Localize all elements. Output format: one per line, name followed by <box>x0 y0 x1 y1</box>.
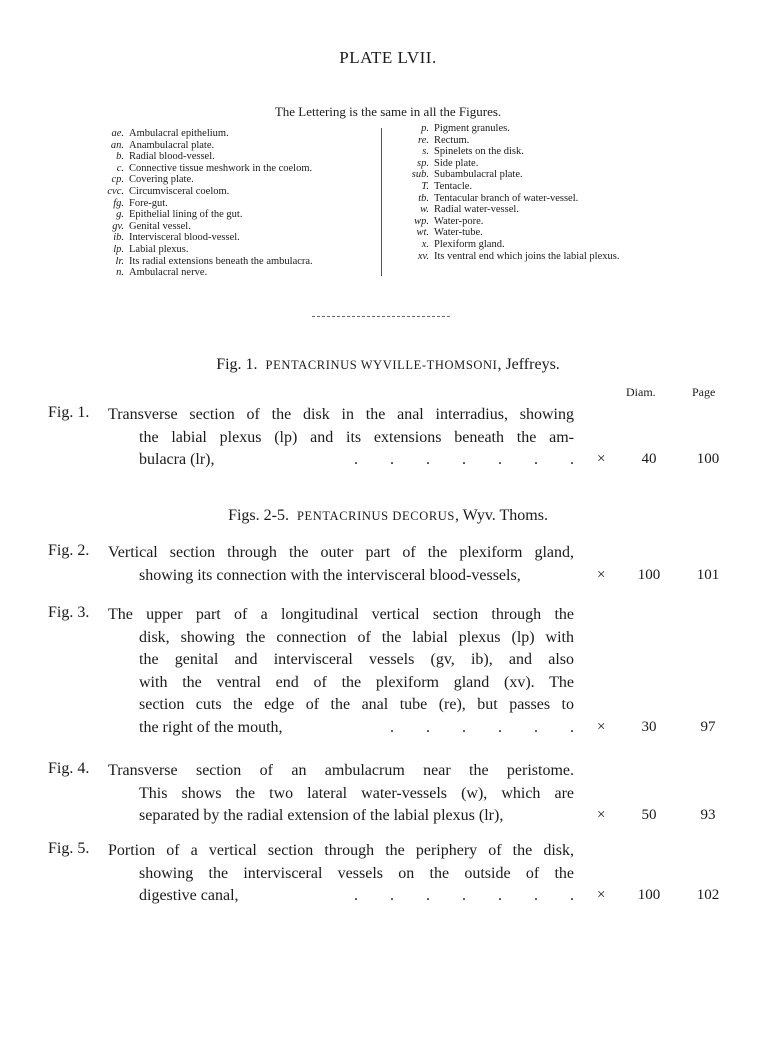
figure-caption-line: the right of the mouth, <box>139 718 283 736</box>
section-separator <box>312 316 450 317</box>
diameter-value: 100 <box>637 887 661 903</box>
legend-entry <box>100 256 313 268</box>
figure-caption-line: section cuts the edge of the anal tube (re), but passes to <box>139 696 574 713</box>
figure-caption-line: bulacra (lr), <box>139 451 215 468</box>
diameter-value: 50 <box>641 807 657 823</box>
legend-description: Intervisceral blood-vessel. <box>129 232 240 244</box>
magnification-sign: × <box>597 718 606 735</box>
legend-abbreviation: tb. <box>418 192 429 204</box>
legend-entry <box>100 140 313 152</box>
section-heading-fig1 <box>0 356 776 374</box>
figure-caption-line: showing its connection with the intervisceral blood-vessels, <box>139 566 521 584</box>
column-header-diam: Diam. <box>626 385 656 399</box>
figure-caption-line: the labial plexus (lp) and its extensions beneath the am- <box>139 428 574 446</box>
legend-left-column <box>100 128 313 279</box>
legend-description: Anambulacral plate. <box>129 139 215 151</box>
legend-entry <box>100 128 313 140</box>
legend-entry <box>100 198 313 210</box>
legend-description: Radial water-vessel. <box>434 204 519 216</box>
legend-abbreviation: c. <box>116 162 124 174</box>
legend-description: Its radial extensions beneath the ambulacra. <box>129 255 313 267</box>
legend-entry <box>405 146 619 158</box>
legend-abbreviation: lp. <box>113 243 124 255</box>
species-name: PENTACRINUS WYVILLE-THOMSONI <box>265 358 498 372</box>
legend-abbreviation: x. <box>421 238 429 250</box>
lettering-heading: The Lettering is the same in all the Figures. <box>274 104 502 119</box>
legend-description: Ambulacral epithelium. <box>129 128 229 139</box>
legend-abbreviation: gv. <box>112 220 124 232</box>
species-author: , Wyv. Thoms. <box>454 507 548 524</box>
legend-abbreviation: wp. <box>414 215 429 227</box>
plate-title: PLATE LVII. <box>339 48 437 67</box>
magnification-sign: × <box>597 451 606 467</box>
legend-description: Side plate. <box>434 157 479 169</box>
legend-description: Plexiform gland. <box>434 238 505 250</box>
legend-entry <box>405 193 619 205</box>
legend-divider <box>381 128 382 276</box>
page-number: 102 <box>696 887 720 903</box>
figure-caption-line: separated by the radial extension of the labial plexus (lr), <box>139 807 504 824</box>
section-heading-figs2-5 <box>0 507 776 525</box>
legend-entry <box>405 158 619 170</box>
figure-caption-line: disk, showing the connection of the labial plexus (lp) with <box>139 628 574 646</box>
legend-description: Fore-gut. <box>129 197 168 209</box>
figure-caption-line: Transverse section of an ambulacrum near the peristome. <box>108 762 574 779</box>
legend-entry <box>100 186 313 198</box>
legend-entry <box>405 227 619 239</box>
figure-caption-line: digestive canal, <box>139 887 239 904</box>
page-number: 101 <box>696 566 720 583</box>
diameter-value: 40 <box>641 451 657 467</box>
magnification-sign: × <box>597 887 606 903</box>
species-name: PENTACRINUS DECORUS <box>296 509 455 523</box>
legend-entry <box>405 169 619 181</box>
legend-description: Subambulacral plate. <box>434 169 523 181</box>
legend-abbreviation: cvc. <box>107 185 124 197</box>
legend-entry <box>100 244 313 256</box>
legend-entry <box>100 232 313 244</box>
leader-dots: . . . . . . <box>390 718 574 736</box>
leader-dots: . . . . . . . <box>354 887 574 904</box>
figure-caption-line: showing the intervisceral vessels on the outside of the <box>139 864 574 882</box>
legend-abbreviation: xv. <box>417 250 429 262</box>
legend-description: Tentacular branch of water-vessel. <box>434 192 579 204</box>
legend-abbreviation: ae. <box>111 128 124 139</box>
figure-caption-line: The upper part of a longitudinal vertical section through the <box>108 606 574 623</box>
legend-entry <box>100 267 313 279</box>
legend-description: Epithelial lining of the gut. <box>129 209 243 221</box>
page-number: 93 <box>700 807 716 823</box>
legend-entry <box>405 239 619 251</box>
legend-abbreviation: n. <box>116 267 124 279</box>
legend-abbreviation: b. <box>116 151 124 163</box>
legend-description: Water-pore. <box>434 215 484 227</box>
legend-abbreviation: ib. <box>113 232 124 244</box>
legend-right-column <box>405 123 619 262</box>
legend-abbreviation: wt. <box>416 227 429 239</box>
figure-caption-line: Vertical section through the outer part of the plexiform gland, <box>108 544 574 561</box>
legend-description: Connective tissue meshwork in the coelom. <box>129 162 313 174</box>
leader-dots: . . . . . . . <box>354 451 574 468</box>
legend-entry <box>405 181 619 193</box>
legend-description: Pigment granules. <box>434 123 510 134</box>
magnification-sign: × <box>597 566 606 583</box>
column-header-page: Page <box>692 385 716 399</box>
legend-description: Radial blood-vessel. <box>129 151 215 163</box>
section-prefix: Fig. 1. <box>216 356 258 373</box>
legend-description: Tentacle. <box>434 180 473 192</box>
figure-caption-line: the genital and intervisceral vessels (gv, ib), and also <box>139 651 574 668</box>
legend-abbreviation: re. <box>418 134 429 146</box>
figure-label: Fig. 4. <box>48 760 90 777</box>
legend-entry <box>100 163 313 175</box>
diameter-value: 30 <box>641 718 657 735</box>
legend-entry <box>405 251 619 263</box>
legend-abbreviation: T. <box>421 180 429 192</box>
legend-abbreviation: p. <box>421 123 429 134</box>
legend-abbreviation: s. <box>422 146 429 158</box>
figure-label: Fig. 5. <box>48 840 90 857</box>
legend-abbreviation: g. <box>116 209 124 221</box>
legend-entry <box>100 174 313 186</box>
legend-description: Rectum. <box>434 134 470 146</box>
legend-abbreviation: sp. <box>417 157 429 169</box>
legend-entry <box>405 216 619 228</box>
magnification-sign: × <box>597 807 606 823</box>
diameter-value: 100 <box>637 566 661 583</box>
section-prefix: Figs. 2-5. <box>228 507 289 524</box>
figure-caption-line: with the ventral end of the plexiform gland (xv). The <box>139 673 574 691</box>
legend-description: Its ventral end which joins the labial plexus. <box>434 250 620 262</box>
figure-label: Fig. 3. <box>48 604 90 621</box>
legend-abbreviation: cp. <box>111 174 124 186</box>
legend-abbreviation: an. <box>110 139 124 151</box>
figure-caption-line: This shows the two lateral water-vessels (w), which are <box>139 784 574 802</box>
legend-description: Water-tube. <box>434 227 483 239</box>
legend-abbreviation: lr. <box>115 255 124 267</box>
figure-label: Fig. 1. <box>48 404 90 421</box>
page-number: 100 <box>696 451 720 467</box>
legend-entry <box>405 123 619 135</box>
legend-description: Circumvisceral coelom. <box>129 185 230 197</box>
figure-label: Fig. 2. <box>48 542 90 559</box>
figure-caption-line: Portion of a vertical section through the periphery of the disk, <box>108 842 574 859</box>
legend-description: Labial plexus. <box>129 243 189 255</box>
legend-description: Covering plate. <box>129 174 194 186</box>
legend-entry <box>100 221 313 233</box>
legend-entry <box>405 204 619 216</box>
legend-abbreviation: w. <box>420 204 429 216</box>
legend-abbreviation: fg. <box>113 197 124 209</box>
species-author: , Jeffreys. <box>497 356 560 373</box>
figure-caption-line: Transverse section of the disk in the anal interradius, showing <box>108 406 574 423</box>
legend-description: Spinelets on the disk. <box>434 146 524 158</box>
legend-description: Genital vessel. <box>129 220 191 232</box>
legend-entry <box>405 135 619 147</box>
legend-entry <box>100 151 313 163</box>
legend-abbreviation: sub. <box>411 169 429 181</box>
page-number: 97 <box>700 718 716 735</box>
legend-description: Ambulacral nerve. <box>129 267 208 279</box>
legend-entry <box>100 209 313 221</box>
